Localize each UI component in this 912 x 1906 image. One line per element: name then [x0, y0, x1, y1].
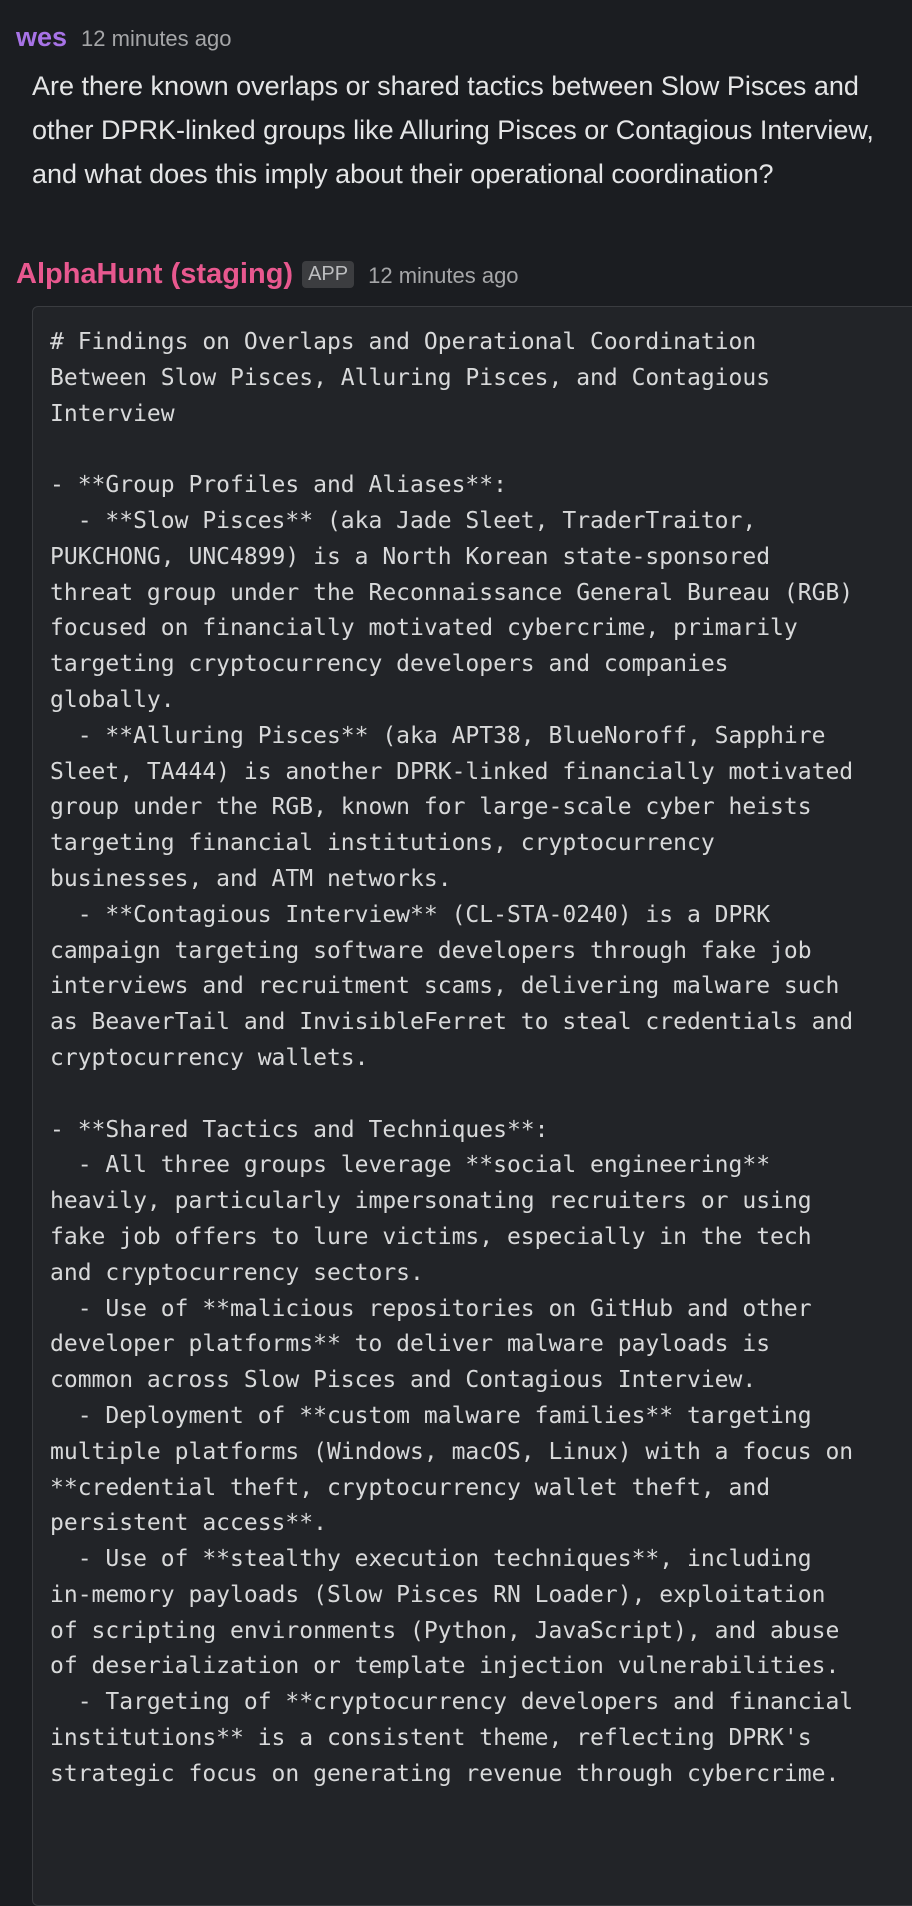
- message-header: [16, 258, 519, 291]
- code-block: [32, 306, 912, 1906]
- author-name[interactable]: AlphaHunt (staging): [16, 258, 294, 290]
- message-timestamp[interactable]: 12 minutes ago: [81, 26, 232, 51]
- message-header: [16, 22, 231, 53]
- message-timestamp[interactable]: 12 minutes ago: [368, 263, 519, 288]
- message-text: Are there known overlaps or shared tactics between Slow Pisces and other DPRK-linked groups like Alluring Pisces or Contagious Interview, and what does this imply about their operational coordination?: [32, 71, 874, 189]
- code-block-text: # Findings on Overlaps and Operational Coordination Between Slow Pisces, Alluring Pisces, and Contagious Interview - **Group Profiles and Aliases**: - **Slow Pisces** (aka Jade Sleet, TraderTraitor, PUKCHONG, UNC4899) is a North Korean state-sponsored threat group under the Reconnaissance General Bureau (RGB) focused on financially motivated cybercrime, primarily targeting cryptocurrency developers and companies globally. - **Alluring Pisces** (aka APT38, BlueNoroff, Sapphire Sleet, TA444) is another DPRK-linked financially motivated group under the RGB, known for large-scale cyber heists targeting financial institutions, cryptocurrency businesses, and ATM networks. - **Contagious Interview** (CL-STA-0240) is a DPRK campaign targeting software developers through fake job interviews and recruitment scams, delivering malware such as BeaverTail and InvisibleFerret to steal credentials and cryptocurrency wallets. - **Shared Tactics and Techniques**: - All three groups leverage **social engineering** heavily, particularly impersonating recruiters or using fake job offers to lure victims, especially in the tech and cryptocurrency sectors. - Use of **malicious repositories on GitHub and other developer platforms** to deliver malware payloads is common across Slow Pisces and Contagious Interview. - Deployment of **custom malware families** targeting multiple platforms (Windows, macOS, Linux) with a focus on **credential theft, cryptocurrency wallet theft, and persistent access**. - Use of **stealthy execution techniques**, including in-memory payloads (Slow Pisces RN Loader), exploitation of scripting environments (Python, JavaScript), and abuse of deserialization or template injection vulnerabilities. - Targeting of **cryptocurrency developers and financial institutions** is a consistent theme, reflecting DPRK's strategic focus on generating revenue through cybercrime.: [50, 329, 854, 1787]
- app-badge: APP: [302, 261, 354, 288]
- author-name[interactable]: wes: [16, 22, 68, 52]
